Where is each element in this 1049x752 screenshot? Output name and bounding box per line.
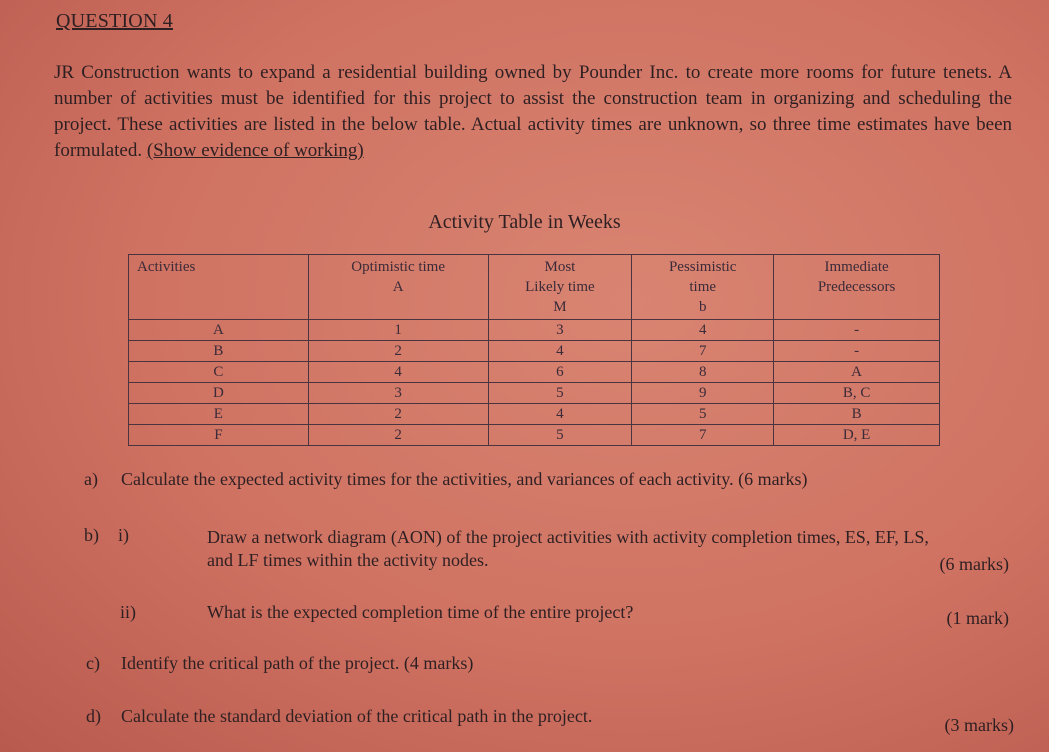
question-b-text: Draw a network diagram (AON) of the project activities with activity completion times, ES, EF, LS, and LF times within the activity nodes. [207,527,929,570]
header-most-line2: Likely time [525,279,595,295]
question-d-label: d) [86,706,101,726]
question-a [84,468,98,491]
header-activities-label: Activities [137,259,196,275]
cell-most-likely: 5 [488,425,632,446]
activity-table [128,254,940,446]
cell-pessimistic: 5 [632,404,774,425]
header-most-line1: Most [544,259,576,275]
question-d-marks: (3 marks) [944,715,1014,735]
cell-most-likely: 4 [488,404,632,425]
cell-optimistic: 4 [308,362,488,383]
question-b-marks: (6 marks) [939,554,1009,574]
table-row [129,362,940,383]
question-c-text: Identify the critical path of the project. (4 marks) [121,653,474,673]
question-b-sub-i: i) [118,525,129,545]
cell-pessimistic: 9 [632,383,774,404]
cell-activity: B [129,341,309,362]
table-row [129,320,940,341]
cell-pessimistic: 7 [632,341,774,362]
cell-predecessors: B [774,404,940,425]
question-b-label: b) [84,525,99,545]
cell-activity: A [129,320,309,341]
cell-predecessors: B, C [774,383,940,404]
question-b-ii-marks: (1 mark) [946,608,1009,628]
table-row [129,425,940,446]
evidence-note: (Show evidence of working) [146,140,364,161]
header-optimistic-line1: Optimistic time [351,259,446,275]
cell-optimistic: 2 [308,425,488,446]
cell-optimistic: 2 [308,404,488,425]
cell-activity: E [129,404,309,425]
cell-predecessors: - [774,341,940,362]
cell-optimistic: 2 [308,341,488,362]
question-a-label: a) [84,469,98,489]
table-header-row [129,255,940,320]
intro-text: JR Construction wants to expand a residential building owned by Pounder Inc. to create more rooms for future tenets. A number of activities must be identified for this project to assist the construction team in organizing and scheduling the project. These activities are listed in the below table. Actual activity times are unknown, so three time estimates have been formulated. [54,62,1012,161]
cell-optimistic: 3 [308,383,488,404]
header-optimistic [308,255,488,320]
header-pess-line1: Pessimistic [668,259,737,275]
header-pess-line2: time [689,279,717,295]
question-b-ii-text: What is the expected completion time of the entire project? [207,602,634,622]
cell-activity: C [129,362,309,383]
cell-most-likely: 5 [488,383,632,404]
header-most-line3: M [553,299,567,315]
cell-predecessors: D, E [774,425,940,446]
header-predecessors [774,255,940,320]
cell-predecessors: - [774,320,940,341]
table-row [129,341,940,362]
header-pessimistic [632,255,774,320]
cell-pessimistic: 8 [632,362,774,383]
table-row [129,383,940,404]
header-pred-line1: Immediate [824,259,889,275]
question-title: QUESTION 4 [56,10,173,32]
header-optimistic-line2: A [392,279,404,295]
table-row [129,404,940,425]
cell-most-likely: 4 [488,341,632,362]
question-b-ii-label: ii) [120,602,136,622]
cell-pessimistic: 4 [632,320,774,341]
cell-predecessors: A [774,362,940,383]
cell-most-likely: 6 [488,362,632,383]
intro-paragraph [54,60,1012,164]
cell-optimistic: 1 [308,320,488,341]
table-caption: Activity Table in Weeks [428,211,621,233]
question-a-text: Calculate the expected activity times for the activities, and variances of each activity. (6 marks) [121,469,808,489]
header-pred-line2: Predecessors [817,279,896,295]
question-c-label: c) [86,653,100,673]
header-activities [129,255,309,320]
cell-pessimistic: 7 [632,425,774,446]
header-most-likely [488,255,632,320]
question-d-text: Calculate the standard deviation of the critical path in the project. [121,706,593,726]
header-pess-line3: b [698,299,707,315]
cell-most-likely: 3 [488,320,632,341]
cell-activity: D [129,383,309,404]
cell-activity: F [129,425,309,446]
